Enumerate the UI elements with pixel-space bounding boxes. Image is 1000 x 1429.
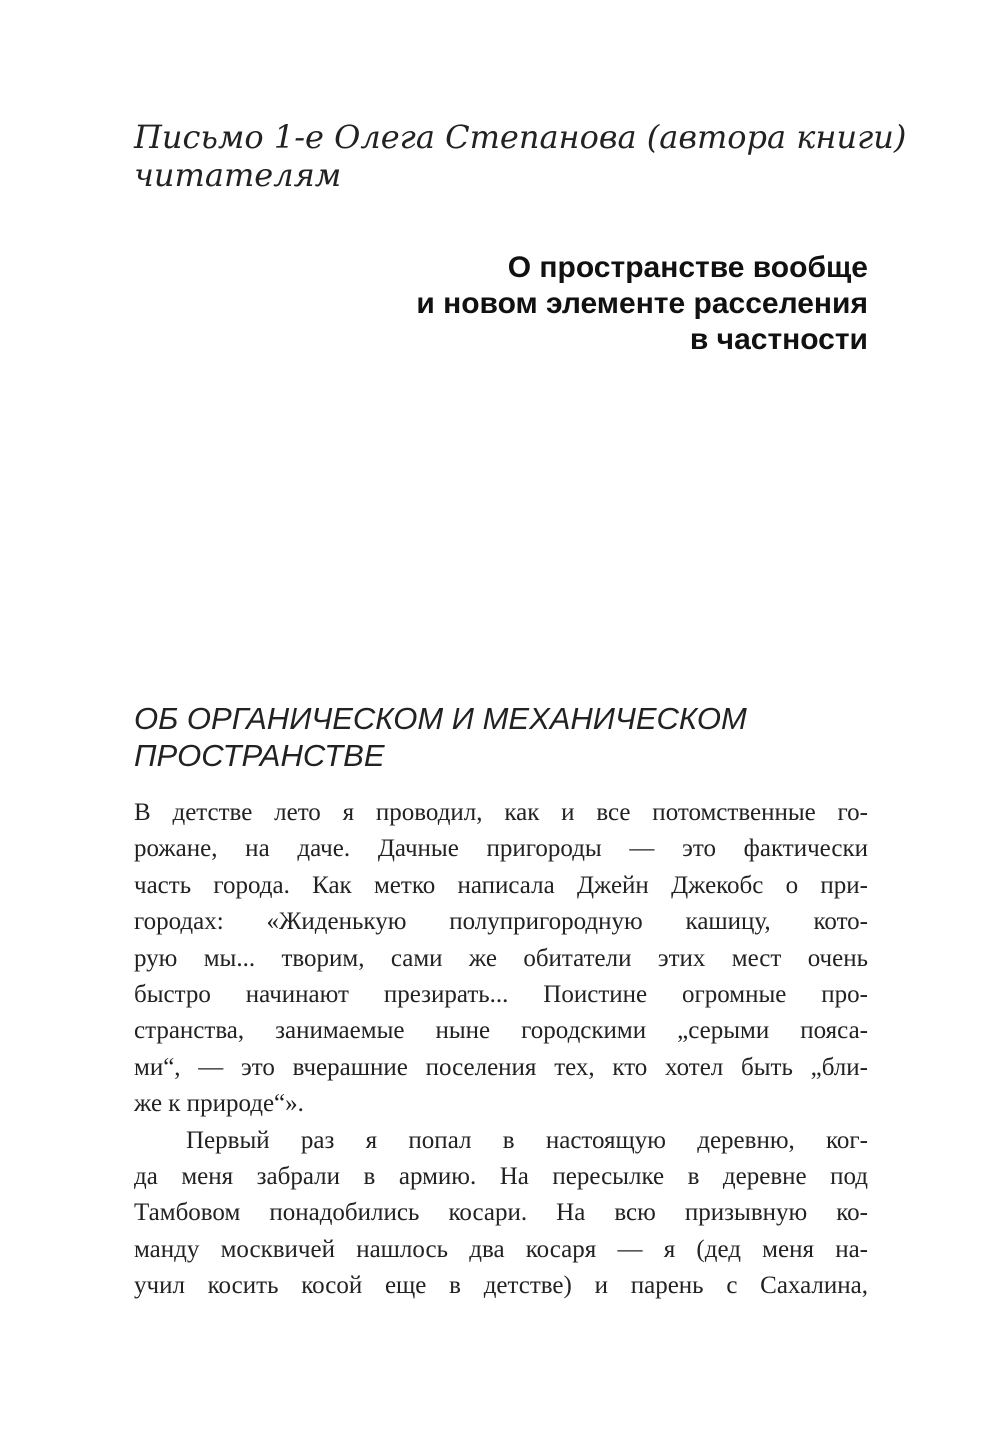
text-line: рожане, на даче. Дачные пригороды — это фактически [134,835,868,863]
paragraph-1 [134,795,868,1123]
section-heading-line: ПРОСТРАНСТВЕ [134,738,385,773]
text-line: быстро начинают презирать... Поистине огромные про- [134,980,868,1008]
section-heading-line: ОБ ОРГАНИЧЕСКОМ И МЕХАНИЧЕСКОМ [134,701,747,736]
chapter-title-line: в частности [689,323,868,356]
text-line: рую мы... творим, сами же обитатели этих мест очень [134,944,868,972]
body-text [134,795,868,1304]
text-line: Тамбовом понадобились косари. На всю призывную ко- [134,1199,868,1227]
chapter-title [268,250,868,358]
letter-title-line: Письмо 1-е Олега Степанова (автора книги) [134,118,907,156]
text-line: странства, занимаемые ныне городскими „серыми пояса- [134,1017,868,1045]
text-line: манду москвичей нашлось два косаря — я (дед меня на- [134,1235,868,1263]
text-line: В детстве лето я проводил, как и все потомственные го- [134,799,868,826]
section-heading [134,700,874,774]
text-line: часть города. Как метко написала Джейн Джекобс о при- [134,871,868,899]
chapter-title-line: О пространстве вообще [507,251,868,284]
text-line: учил косить косой еще в детстве) и парень с Сахалина, [134,1272,868,1300]
text-line: ми“, — это вчерашние поселения тех, кто хотел быть „бли- [134,1053,868,1081]
paragraph-2 [134,1123,868,1305]
text-line: же к природе“». [134,1090,304,1118]
chapter-title-line: и новом элементе расселения [416,287,868,320]
letter-title-line: читателям [134,156,342,194]
letter-title [134,118,907,194]
text-line: Первый раз я попал в настоящую деревню, ког- [186,1126,868,1154]
text-line: да меня забрали в армию. На пересылке в деревне под [134,1162,868,1190]
text-line: городах: «Жиденькую полупригородную кашицу, кото- [134,908,868,936]
